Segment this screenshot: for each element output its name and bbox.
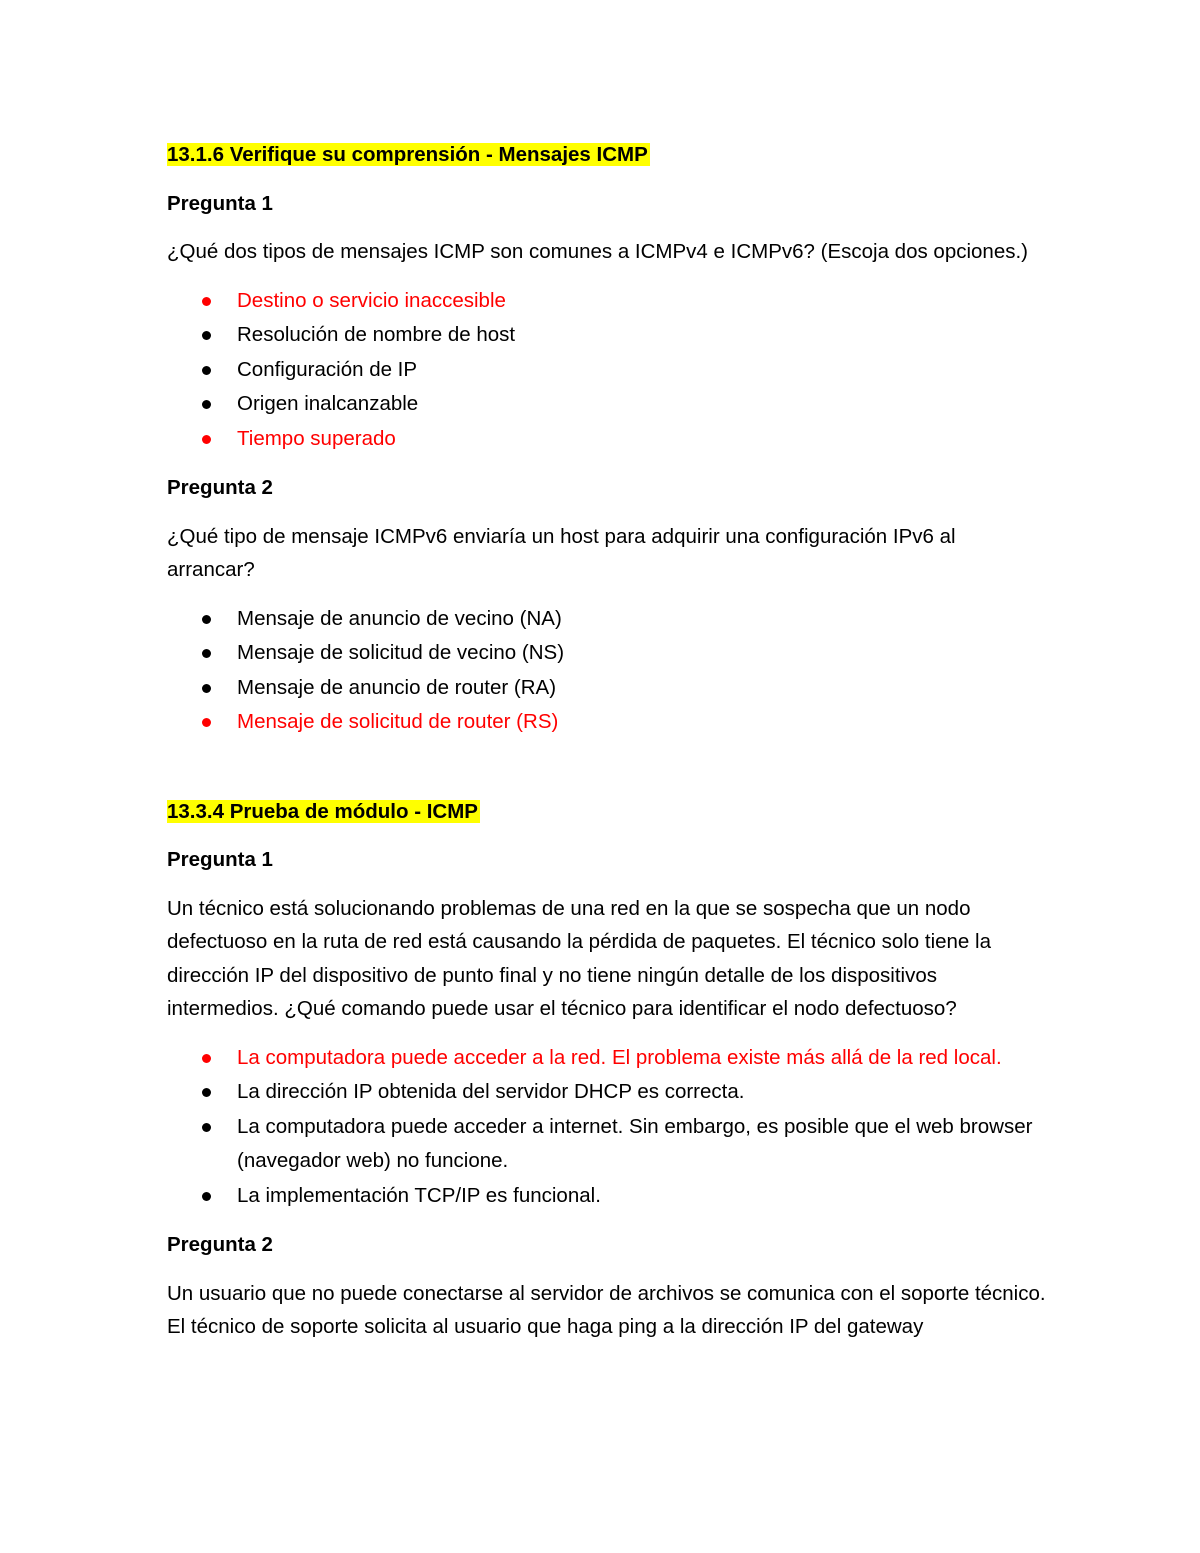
bullet-icon [202, 331, 211, 340]
question-label: Pregunta 1 [167, 848, 273, 871]
option-item: Mensaje de solicitud de router (RS) [167, 705, 1047, 740]
option-item: Destino o servicio inaccesible [167, 284, 1047, 319]
option-item: La dirección IP obtenida del servidor DHCP es correcta. [167, 1075, 1047, 1110]
question-label: Pregunta 2 [167, 1233, 273, 1256]
question-text: ¿Qué dos tipos de mensajes ICMP son comunes a ICMPv4 e ICMPv6? (Escoja dos opciones.) [167, 240, 1029, 263]
bullet-icon [202, 1123, 211, 1132]
question-label: Pregunta 2 [167, 476, 273, 499]
bullet-icon [202, 615, 211, 624]
option-item: La computadora puede acceder a internet. Sin embargo, es posible que el web browser (navegador web) no funcione. [167, 1110, 1047, 1179]
bullet-icon [202, 1192, 211, 1201]
section-heading: 13.1.6 Verifique su comprensión - Mensajes ICMP [167, 143, 648, 166]
bullet-icon [202, 297, 211, 306]
question-label: Pregunta 1 [167, 191, 273, 215]
bullet-icon [202, 1054, 211, 1063]
option-item: La computadora puede acceder a la red. El problema existe más allá de la red local. [167, 1041, 1047, 1076]
question-text: Un usuario que no puede conectarse al servidor de archivos se comunica con el soporte técnico. El técnico de soporte solicita al usuario que haga ping a la dirección IP del gateway [167, 1281, 1046, 1338]
question-text: ¿Qué tipo de mensaje ICMPv6 enviaría un host para adquirir una configuración IPv6 al arrancar? [167, 524, 956, 581]
bullet-icon [202, 1088, 211, 1097]
options-list [167, 284, 1047, 457]
option-item: Origen inalcanzable [167, 387, 1047, 422]
bullet-icon [202, 684, 211, 693]
question-text: Un técnico está solucionando problemas de una red en la que se sospecha que un nodo defectuoso en la ruta de red está causando la pérdida de paquetes. El técnico solo tiene la dirección IP del dispositivo de punto final y no tiene ningún detalle de los dispositivos intermedios. ¿Qué comando puede usar el técnico para identificar el nodo defectuoso? [167, 896, 991, 1020]
option-item: Configuración de IP [167, 353, 1047, 388]
options-list [167, 1041, 1047, 1214]
document-page [167, 138, 1047, 1359]
option-item: La implementación TCP/IP es funcional. [167, 1179, 1047, 1214]
options-list [167, 602, 1047, 740]
bullet-icon [202, 366, 211, 375]
option-item: Resolución de nombre de host [167, 318, 1047, 353]
bullet-icon [202, 718, 211, 727]
bullet-icon [202, 649, 211, 658]
spacer [167, 755, 1047, 795]
bullet-icon [202, 400, 211, 409]
option-item: Tiempo superado [167, 422, 1047, 457]
option-item: Mensaje de solicitud de vecino (NS) [167, 636, 1047, 671]
option-item: Mensaje de anuncio de vecino (NA) [167, 602, 1047, 637]
option-item: Mensaje de anuncio de router (RA) [167, 671, 1047, 706]
section-heading: 13.3.4 Prueba de módulo - ICMP [167, 799, 478, 823]
bullet-icon [202, 435, 211, 444]
